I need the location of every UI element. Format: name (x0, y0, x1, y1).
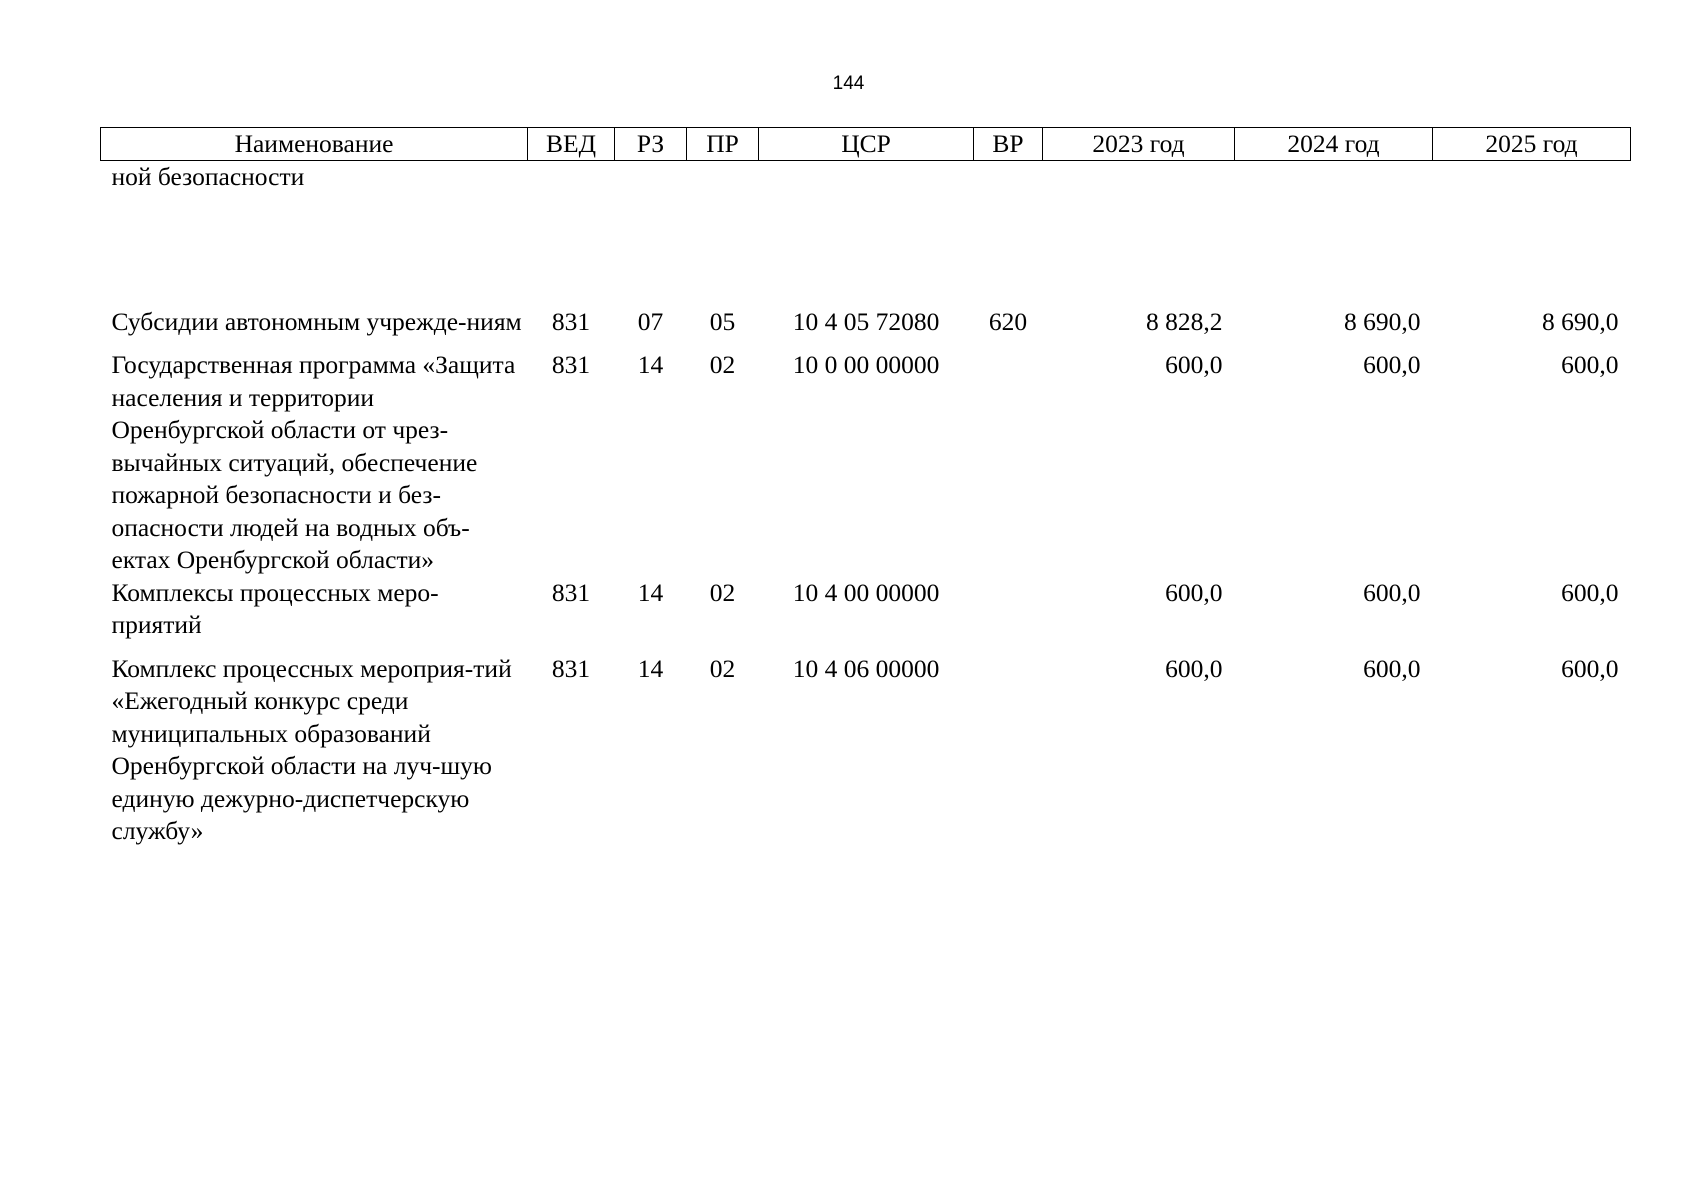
row-rz: 14 (637, 350, 664, 379)
row-rz: 14 (637, 577, 664, 607)
row-name: Комплекс процессных мероприя-тий «Ежегодный конкурс среди муниципальных образований Оренбургской области на луч-шую единую дежурно-диспетчерскую службу» (111, 653, 512, 845)
row-rz: 14 (637, 653, 664, 683)
row-2023: 8 828,2 (1146, 306, 1223, 336)
header-vr: ВР (974, 128, 1043, 161)
header-pr: ПР (687, 128, 759, 161)
header-row (101, 128, 1631, 161)
continuation-text: ной безопасности (111, 162, 305, 191)
row-ved: 831 (551, 653, 591, 683)
header-name: Наименование (101, 128, 528, 161)
row-rz: 07 (637, 306, 664, 336)
row-2024: 600,0 (1363, 350, 1421, 379)
row-pr: 02 (709, 653, 736, 683)
budget-table (100, 127, 1631, 859)
row-pr: 02 (709, 350, 736, 379)
row-name: Государственная программа «Защита населения и территории Оренбургской области от чрез-вычайных ситуаций, обеспечение пожарной безопасности и без-опасности людей на водных объ-ектах Оренбургской области» (111, 350, 516, 574)
row-2023: 600,0 (1165, 350, 1223, 379)
table-row (101, 577, 1631, 653)
header-rz: РЗ (615, 128, 687, 161)
row-2024: 600,0 (1363, 653, 1421, 683)
row-2023: 600,0 (1165, 577, 1223, 607)
row-vr (974, 653, 1043, 859)
row-csr: 10 4 06 00000 (792, 653, 940, 683)
row-name: Комплексы процессных меро-приятий (111, 577, 439, 639)
row-ved: 831 (551, 577, 591, 607)
row-vr (974, 577, 1043, 653)
row-pr: 05 (709, 306, 736, 336)
row-ved: 831 (551, 306, 591, 336)
row-pr: 02 (709, 577, 736, 607)
row-csr: 10 0 00 00000 (792, 350, 940, 379)
row-vr: 620 (988, 306, 1028, 336)
row-2024: 600,0 (1363, 577, 1421, 607)
row-csr: 10 4 00 00000 (792, 577, 940, 607)
row-2025: 8 690,0 (1542, 306, 1619, 336)
row-2023: 600,0 (1165, 653, 1223, 683)
header-2024: 2024 год (1235, 128, 1433, 161)
row-vr (974, 349, 1043, 577)
row-2025: 600,0 (1561, 350, 1619, 379)
table-row (101, 306, 1631, 350)
continuation-row (101, 161, 1631, 306)
row-2024: 8 690,0 (1344, 306, 1421, 336)
header-2025: 2025 год (1433, 128, 1631, 161)
table-header (101, 128, 1631, 161)
header-csr: ЦСР (759, 128, 974, 161)
row-csr: 10 4 05 72080 (792, 306, 940, 336)
header-ved: ВЕД (528, 128, 615, 161)
page-number: 144 (832, 73, 865, 94)
table-row (101, 653, 1631, 859)
row-2025: 600,0 (1561, 577, 1619, 607)
row-ved: 831 (551, 350, 591, 379)
row-name: Субсидии автономным учрежде-ниям (111, 306, 522, 336)
row-2025: 600,0 (1561, 653, 1619, 683)
table-row (101, 349, 1631, 577)
header-2023: 2023 год (1043, 128, 1235, 161)
